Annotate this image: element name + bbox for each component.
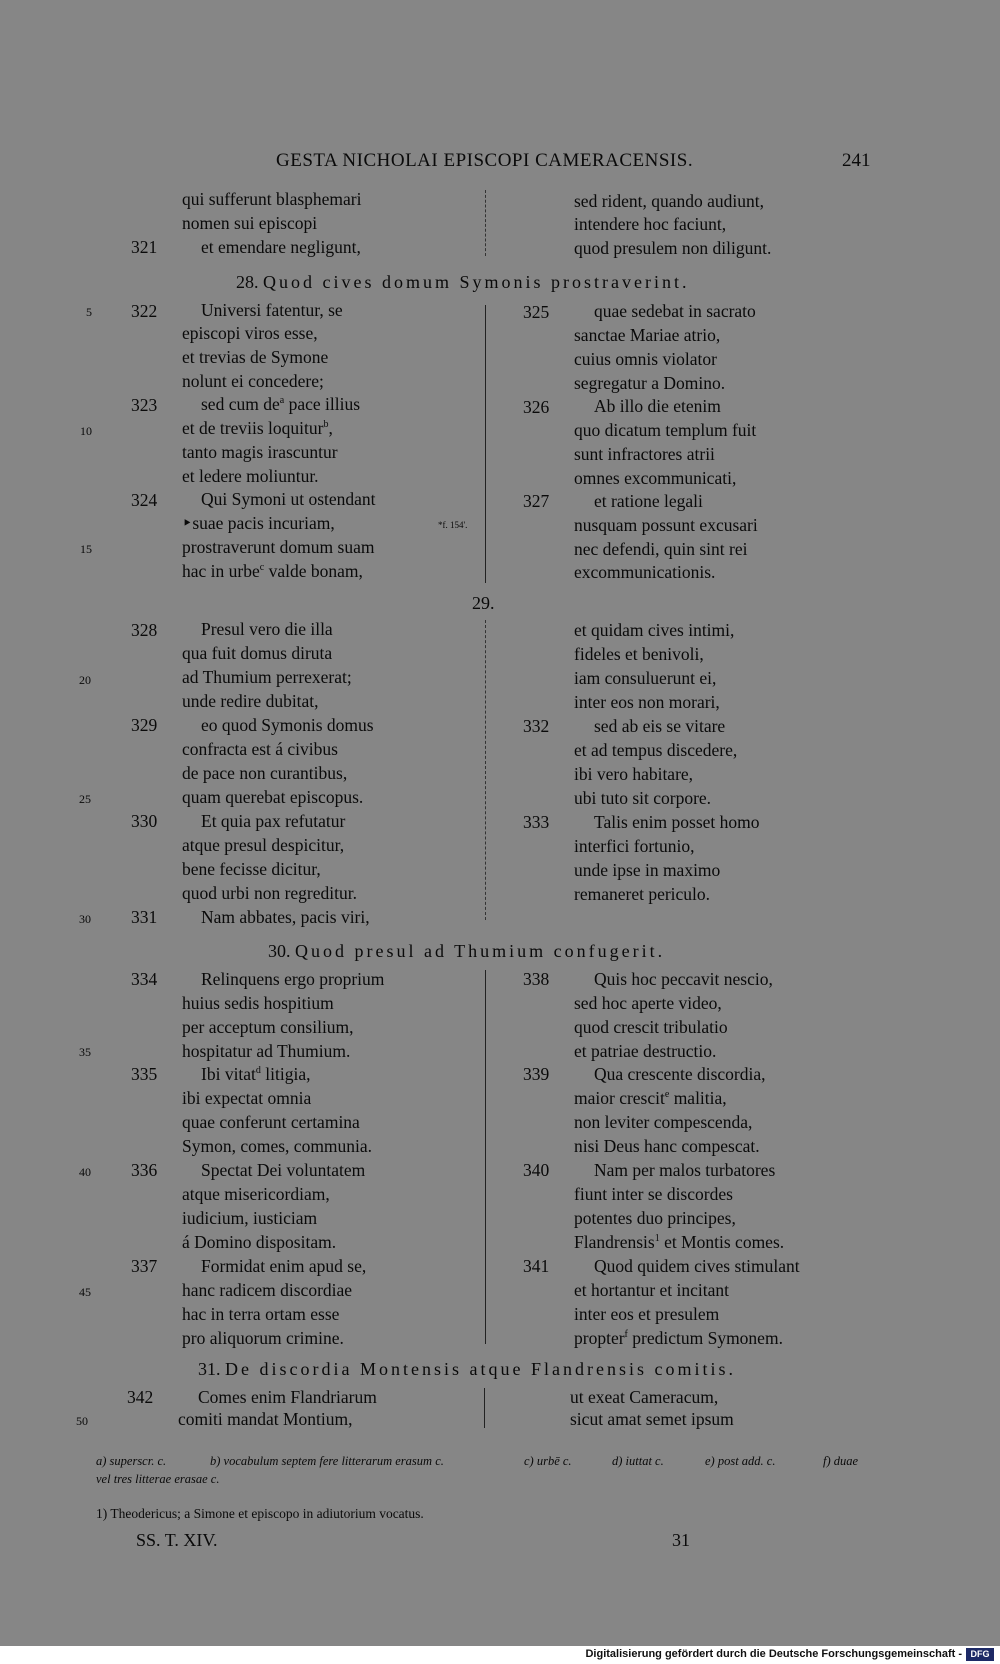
verse-line: inter eos non morari,	[574, 692, 720, 712]
verse-line: et de treviis loquitur$^b$,	[182, 418, 333, 438]
verse-line: episcopi viros esse,	[182, 323, 318, 343]
verse-line: segregatur a Domino.	[574, 373, 726, 393]
verse-number: 326	[523, 397, 550, 417]
verse-line: Flandrensis$^1$ et Montis comes.	[574, 1232, 785, 1252]
line-number: 40	[79, 1165, 91, 1179]
verse-line: Relinquens ergo proprium	[201, 969, 385, 989]
verse-line: quo dicatum templum fuit	[574, 420, 757, 440]
verse-line: iudicium, iusticiam	[182, 1208, 318, 1228]
dfg-logo: DFG	[966, 1648, 994, 1661]
footnote-marker: d	[255, 1065, 261, 1077]
verse-line: non leviter compescenda,	[574, 1112, 753, 1132]
verse-number: 339	[523, 1064, 550, 1084]
footnote-f-continued: vel tres litterae erasae c.	[96, 1472, 220, 1486]
verse-line: intendere hoc faciunt,	[574, 214, 727, 234]
verse-number: 335	[131, 1064, 158, 1084]
verse-line: unde redire dubitat,	[182, 691, 319, 711]
verse-line: Ibi vitat$^d$ litigia,	[201, 1064, 311, 1084]
verse-line: ibi expectat omnia	[182, 1088, 312, 1108]
verse-number: 338	[523, 969, 550, 989]
verse-line: atque misericordiam,	[182, 1184, 330, 1204]
verse-line: confracta est á civibus	[182, 739, 338, 759]
section-heading: 30. Quod presul ad Thumium confugerit.	[268, 941, 666, 961]
verse-number: 322	[131, 301, 158, 321]
verse-line: omnes excommunicati,	[574, 468, 737, 488]
verse-line: Universi fatentur, se	[201, 300, 343, 320]
section-heading: 28. Quod cives domum Symonis prostraverint.	[236, 272, 690, 292]
verse-number: 342	[127, 1387, 154, 1407]
footnote-c: c) urbē c.	[524, 1454, 572, 1468]
verse-line: et ratione legali	[594, 491, 703, 511]
line-number: 45	[79, 1285, 91, 1299]
verse-number: 334	[131, 969, 158, 989]
verse-line: Nam abbates, pacis viri,	[201, 907, 370, 927]
footnote-a: a) superscr. c.	[96, 1454, 167, 1468]
column-divider	[485, 190, 486, 256]
verse-number: 330	[131, 811, 158, 831]
verse-line: Formidat enim apud se,	[201, 1256, 367, 1276]
verse-line: nomen sui episcopi	[182, 213, 318, 233]
verse-number: 332	[523, 716, 550, 736]
verse-line: sicut amat semet ipsum	[570, 1409, 734, 1429]
verse-line: atque presul despicitur,	[182, 835, 345, 855]
verse-line: sed rident, quando audiunt,	[574, 191, 765, 211]
verse-line: hospitatur ad Thumium.	[182, 1041, 351, 1061]
folio-margin-note: *f. 154'.	[438, 520, 468, 530]
verse-line: sanctae Mariae atrio,	[574, 325, 721, 345]
verse-number: 321	[131, 237, 158, 257]
verse-line: Quis hoc peccavit nescio,	[594, 969, 773, 989]
section-heading: 31. De discordia Montensis atque Flandrensis comitis.	[198, 1359, 736, 1379]
verse-line: qua fuit domus diruta	[182, 643, 333, 663]
column-divider	[485, 970, 486, 1344]
verse-line: maior crescit$^e$ malitia,	[574, 1088, 727, 1108]
column-divider	[485, 620, 486, 920]
verse-line: Talis enim posset homo	[594, 812, 760, 832]
footnote-marker: 1	[654, 1233, 660, 1245]
verse-line: potentes duo principes,	[574, 1208, 736, 1228]
verse-line: Ab illo die etenim	[594, 396, 721, 416]
line-number: 20	[79, 673, 91, 687]
verse-line: sed hoc aperte video,	[574, 993, 722, 1013]
column-divider	[484, 1388, 485, 1428]
verse-number: 340	[523, 1160, 550, 1180]
verse-line: ad Thumium perrexerat;	[182, 667, 352, 687]
verse-number: 333	[523, 812, 550, 832]
footnote-marker: e	[664, 1089, 670, 1101]
verse-line: ibi vero habitare,	[574, 764, 694, 784]
verse-line: ubi tuto sit corpore.	[574, 788, 712, 808]
verse-line: fideles et benivoli,	[574, 644, 704, 664]
verse-line: ‣suae pacis incuriam,	[182, 513, 335, 533]
footnote-f: f) duae	[823, 1454, 859, 1468]
verse-line: et patriae destructio.	[574, 1041, 717, 1061]
verse-line: Et quia pax refutatur	[201, 811, 346, 831]
verse-line: prostraverunt domum suam	[182, 537, 375, 557]
verse-line: quod presulem non diligunt.	[574, 238, 772, 258]
verse-line: huius sedis hospitium	[182, 993, 334, 1013]
verse-number: 337	[131, 1256, 158, 1276]
verse-line: Symon, comes, communia.	[182, 1136, 373, 1156]
verse-number: 328	[131, 620, 158, 640]
verse-line: pro aliquorum crimine.	[182, 1328, 344, 1348]
line-number: 50	[76, 1414, 88, 1428]
line-number: 30	[79, 912, 91, 926]
verse-number: 329	[131, 715, 158, 735]
verse-line: et quidam cives intimi,	[574, 620, 735, 640]
footnote-marker: c	[259, 562, 265, 574]
footnote-b: b) vocabulum septem fere litterarum erasum c.	[210, 1454, 444, 1468]
line-number: 25	[79, 792, 91, 806]
verse-line: hanc radicem discordiae	[182, 1280, 353, 1300]
verse-line: nec defendi, quin sint rei	[574, 539, 748, 559]
verse-line: interfici fortunio,	[574, 836, 695, 856]
verse-line: Presul vero die illa	[201, 619, 333, 639]
verse-line: tanto magis irascuntur	[182, 442, 338, 462]
verse-line: et emendare negligunt,	[201, 237, 361, 257]
footnote-e: e) post add. c.	[705, 1454, 776, 1468]
gathering-signature: 31	[672, 1530, 690, 1550]
line-number: 35	[79, 1045, 91, 1059]
running-title: GESTA NICHOLAI EPISCOPI CAMERACENSIS.	[276, 150, 694, 171]
verse-line: per acceptum consilium,	[182, 1017, 354, 1037]
verse-line: sunt infractores atrii	[574, 444, 715, 464]
verse-line: Quod quidem cives stimulant	[594, 1256, 800, 1276]
verse-line: ut exeat Cameracum,	[570, 1387, 719, 1407]
verse-line: de pace non curantibus,	[182, 763, 348, 783]
verse-line: nusquam possunt excusari	[574, 515, 758, 535]
verse-line: et trevias de Symone	[182, 347, 329, 367]
verse-number: 325	[523, 302, 550, 322]
verse-line: remaneret periculo.	[574, 884, 711, 904]
line-number: 5	[86, 305, 92, 319]
verse-line: hac in terra ortam esse	[182, 1304, 340, 1324]
verse-line: Qui Symoni ut ostendant	[201, 489, 376, 509]
verse-line: et hortantur et incitant	[574, 1280, 730, 1300]
verse-line: quod crescit tribulatio	[574, 1017, 728, 1037]
verse-line: iam consuluerunt ei,	[574, 668, 717, 688]
verse-line: excommunicationis.	[574, 562, 716, 582]
verse-line: et ledere moliuntur.	[182, 466, 319, 486]
page-number: 241	[842, 150, 871, 171]
footnote-marker: b	[323, 419, 329, 431]
verse-line: nisi Deus hanc compescat.	[574, 1136, 760, 1156]
line-number: 15	[80, 542, 92, 556]
verse-line: Spectat Dei voluntatem	[201, 1160, 366, 1180]
verse-number: 331	[131, 907, 158, 927]
verse-line: comiti mandat Montium,	[178, 1409, 353, 1429]
funding-credit: Digitalisierung gefördert durch die Deutsche Forschungsgemeinschaft -	[585, 1648, 962, 1660]
footnote-marker: a	[279, 395, 285, 407]
line-number: 10	[80, 424, 92, 438]
verse-line: quam querebat episcopus.	[182, 787, 364, 807]
volume-signature: SS. T. XIV.	[136, 1530, 218, 1550]
verse-line: cuius omnis violator	[574, 349, 717, 369]
column-divider	[485, 305, 486, 583]
verse-line: nolunt ei concedere;	[182, 371, 324, 391]
verse-line: unde ipse in maximo	[574, 860, 721, 880]
verse-number: 323	[131, 395, 158, 415]
verse-line: eo quod Symonis domus	[201, 715, 374, 735]
verse-line: sed ab eis se vitare	[594, 716, 726, 736]
verse-line: á Domino dispositam.	[182, 1232, 337, 1252]
verse-line: quod urbi non regreditur.	[182, 883, 357, 903]
verse-line: Nam per malos turbatores	[594, 1160, 776, 1180]
verse-number: 327	[523, 491, 550, 511]
footnote-marker: f	[624, 1329, 628, 1341]
verse-number: 341	[523, 1256, 550, 1276]
verse-line: quae sedebat in sacrato	[594, 301, 756, 321]
verse-line: qui sufferunt blasphemari	[182, 189, 362, 209]
verse-line: bene fecisse dicitur,	[182, 859, 321, 879]
verse-line: propter$^f$ predictum Symonem.	[574, 1328, 783, 1348]
verse-line: hac in urbe$^c$ valde bonam,	[182, 561, 363, 581]
verse-number: 324	[131, 490, 158, 510]
section-heading: 29.	[472, 593, 495, 613]
footnote-1: 1) Theodericus; a Simone et episcopo in adiutorium vocatus.	[96, 1506, 424, 1521]
verse-line: quae conferunt certamina	[182, 1112, 360, 1132]
verse-line: inter eos et presulem	[574, 1304, 720, 1324]
verse-number: 336	[131, 1160, 158, 1180]
verse-line: Qua crescente discordia,	[594, 1064, 766, 1084]
verse-line: sed cum $de^a$ pace illius	[201, 394, 360, 414]
verse-line: Comes enim Flandriarum	[198, 1387, 377, 1407]
verse-line: fiunt inter se discordes	[574, 1184, 733, 1204]
verse-line: et ad tempus discedere,	[574, 740, 738, 760]
footnote-d: d) iuttat c.	[612, 1454, 664, 1468]
